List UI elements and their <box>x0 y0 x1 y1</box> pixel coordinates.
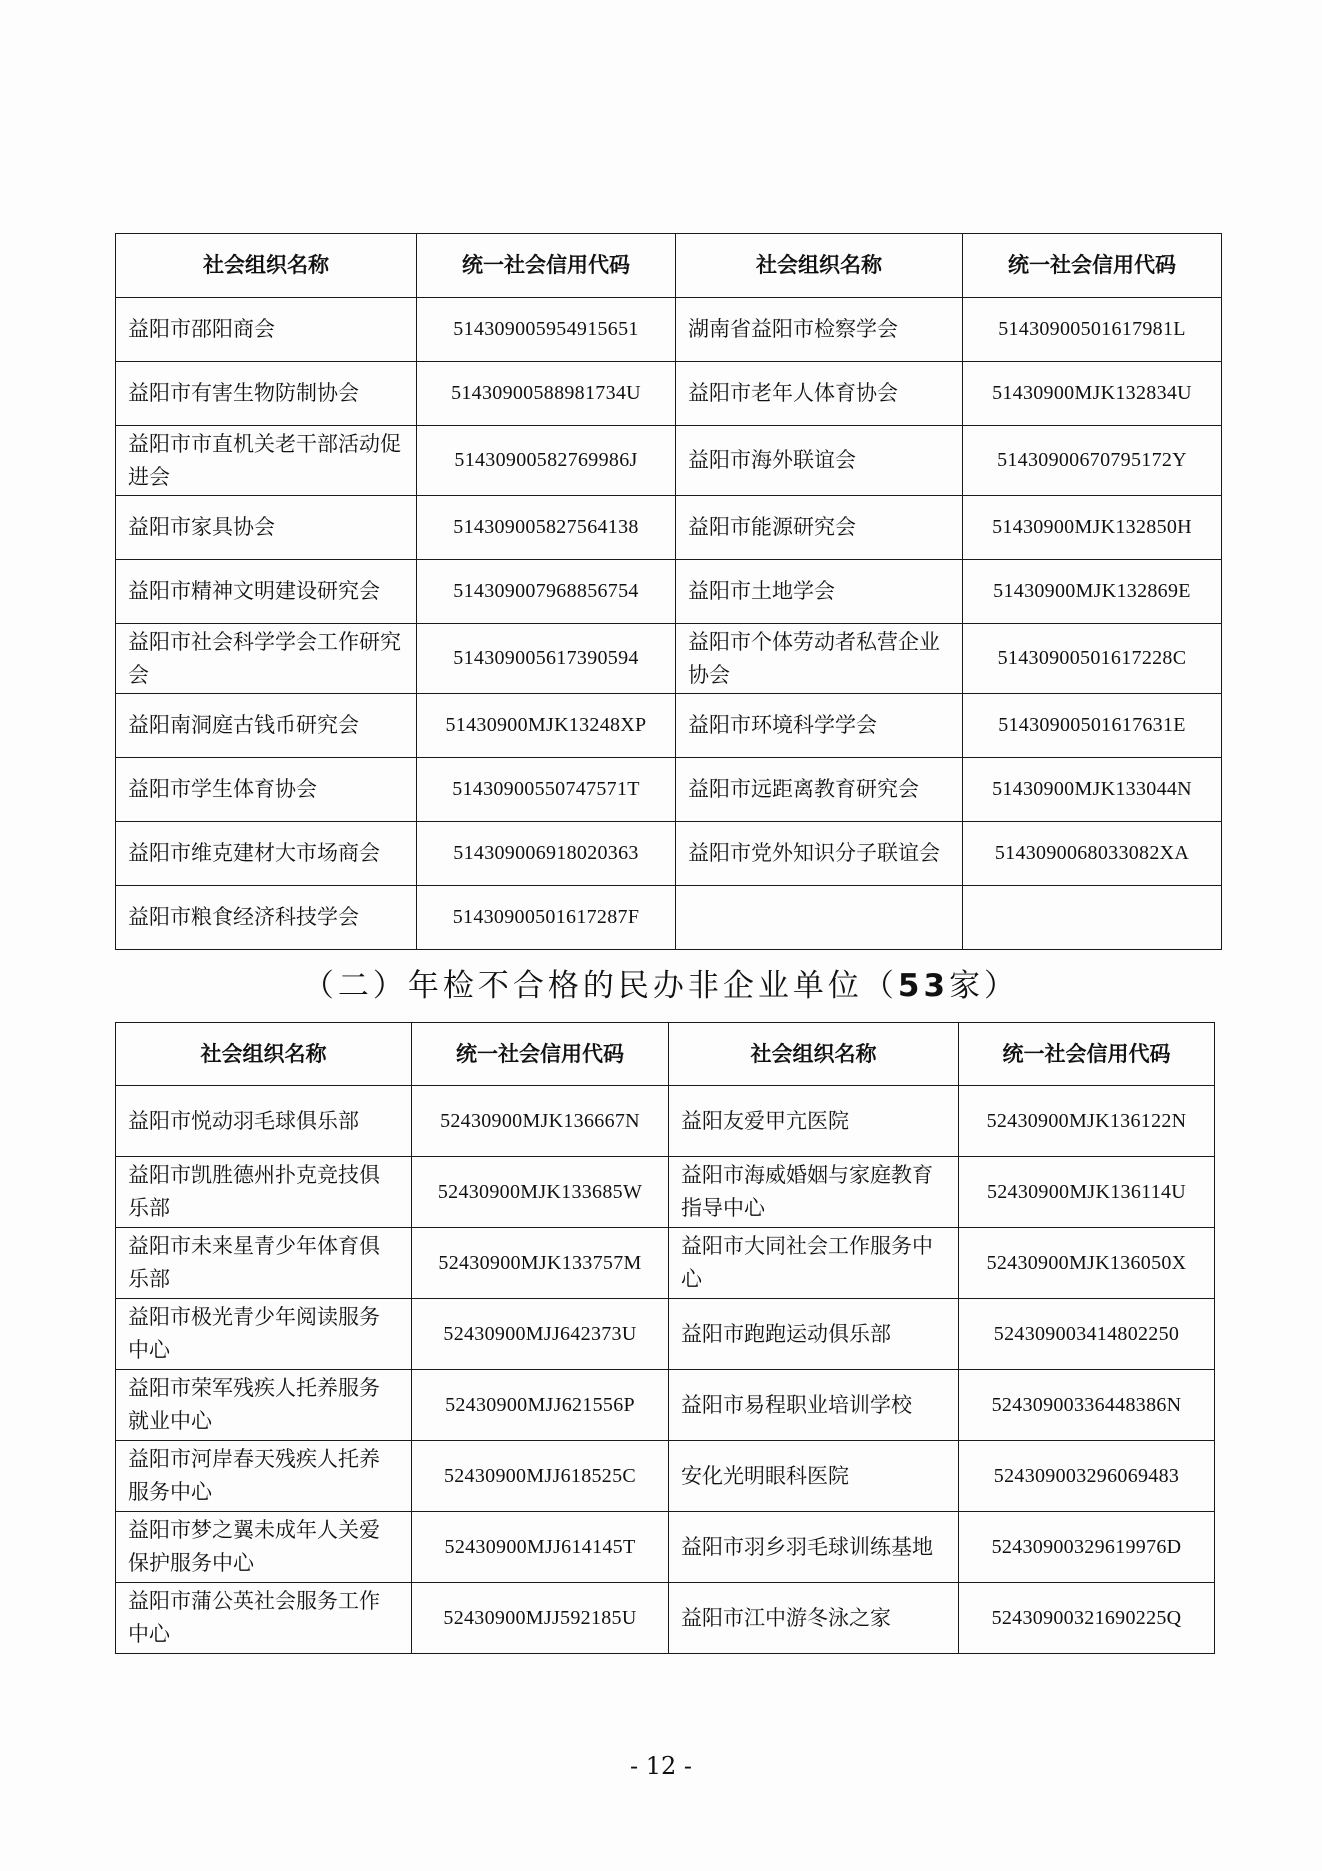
credit-code-cell: 52430900MJK136667N <box>412 1086 669 1157</box>
org-name-cell: 益阳市极光青少年阅读服务中心 <box>116 1299 412 1370</box>
column-header: 统一社会信用代码 <box>959 1023 1215 1086</box>
org-name-cell: 益阳友爱甲亢医院 <box>669 1086 959 1157</box>
table-header-row <box>116 1023 1215 1086</box>
table-row <box>116 886 1222 950</box>
org-name-cell: 益阳市河岸春天残疾人托养服务中心 <box>116 1441 412 1512</box>
org-name-cell: 益阳市市直机关老干部活动促进会 <box>116 426 417 496</box>
column-header: 社会组织名称 <box>676 234 963 298</box>
table-row <box>116 1370 1215 1441</box>
org-name-cell <box>676 886 963 950</box>
credit-code-cell: 52430900MJK133757M <box>412 1228 669 1299</box>
org-name-cell: 益阳市党外知识分子联谊会 <box>676 822 963 886</box>
column-header: 统一社会信用代码 <box>417 234 676 298</box>
credit-code-cell: 52430900MJJ592185U <box>412 1583 669 1654</box>
credit-code-cell: 514309005827564138 <box>417 496 676 560</box>
credit-code-cell: 52430900MJK136114U <box>959 1157 1215 1228</box>
credit-code-cell: 52430900MJJ642373U <box>412 1299 669 1370</box>
organizations-table-1 <box>115 233 1222 950</box>
org-name-cell: 益阳市海外联谊会 <box>676 426 963 496</box>
credit-code-cell: 51430900550747571T <box>417 758 676 822</box>
org-name-cell: 益阳市未来星青少年体育俱乐部 <box>116 1228 412 1299</box>
column-header: 社会组织名称 <box>669 1023 959 1086</box>
org-name-cell: 益阳市荣军残疾人托养服务就业中心 <box>116 1370 412 1441</box>
table-row <box>116 1441 1215 1512</box>
table-row <box>116 1512 1215 1583</box>
table-header-row <box>116 234 1222 298</box>
credit-code-cell <box>963 886 1222 950</box>
org-name-cell: 益阳市能源研究会 <box>676 496 963 560</box>
credit-code-cell: 524309003296069483 <box>959 1441 1215 1512</box>
credit-code-cell: 51430900501617631E <box>963 694 1222 758</box>
org-name-cell: 益阳市悦动羽毛球俱乐部 <box>116 1086 412 1157</box>
credit-code-cell: 51430900MJK132869E <box>963 560 1222 624</box>
org-name-cell: 湖南省益阳市检察学会 <box>676 298 963 362</box>
table-row <box>116 1157 1215 1228</box>
org-name-cell: 益阳市凯胜德州扑克竞技俱乐部 <box>116 1157 412 1228</box>
table-row <box>116 1228 1215 1299</box>
org-name-cell: 益阳市土地学会 <box>676 560 963 624</box>
organizations-table-2 <box>115 1022 1215 1654</box>
table-row <box>116 1086 1215 1157</box>
credit-code-cell: 52430900MJK136050X <box>959 1228 1215 1299</box>
column-header: 统一社会信用代码 <box>412 1023 669 1086</box>
table-row <box>116 426 1222 496</box>
credit-code-cell: 52430900336448386N <box>959 1370 1215 1441</box>
section-heading-count: 53 <box>897 968 950 1004</box>
section-heading-prefix: （二）年检不合格的民办非企业单位（ <box>302 968 898 1004</box>
column-header: 统一社会信用代码 <box>963 234 1222 298</box>
table-row <box>116 298 1222 362</box>
org-name-cell: 益阳市学生体育协会 <box>116 758 417 822</box>
column-header: 社会组织名称 <box>116 1023 412 1086</box>
table-row <box>116 624 1222 694</box>
credit-code-cell: 51430900501617228C <box>963 624 1222 694</box>
table-row <box>116 758 1222 822</box>
credit-code-cell: 514309006918020363 <box>417 822 676 886</box>
org-name-cell: 益阳市老年人体育协会 <box>676 362 963 426</box>
org-name-cell: 益阳市蒲公英社会服务工作中心 <box>116 1583 412 1654</box>
credit-code-cell: 52430900329619976D <box>959 1512 1215 1583</box>
table-row <box>116 560 1222 624</box>
org-name-cell: 益阳市易程职业培训学校 <box>669 1370 959 1441</box>
org-name-cell: 益阳市家具协会 <box>116 496 417 560</box>
table-row <box>116 1299 1215 1370</box>
credit-code-cell: 51430900MJK132850H <box>963 496 1222 560</box>
credit-code-cell: 51430900588981734U <box>417 362 676 426</box>
org-name-cell: 益阳市大同社会工作服务中心 <box>669 1228 959 1299</box>
credit-code-cell: 52430900MJK133685W <box>412 1157 669 1228</box>
table-row <box>116 1583 1215 1654</box>
credit-code-cell: 51430900670795172Y <box>963 426 1222 496</box>
page-number: - 12 - <box>629 1752 692 1780</box>
credit-code-cell: 52430900MJJ614145T <box>412 1512 669 1583</box>
credit-code-cell: 5143090068033082XA <box>963 822 1222 886</box>
org-name-cell: 益阳市粮食经济科技学会 <box>116 886 417 950</box>
org-name-cell: 益阳市社会科学学会工作研究会 <box>116 624 417 694</box>
credit-code-cell: 52430900MJK136122N <box>959 1086 1215 1157</box>
table-row <box>116 822 1222 886</box>
credit-code-cell: 514309007968856754 <box>417 560 676 624</box>
org-name-cell: 安化光明眼科医院 <box>669 1441 959 1512</box>
credit-code-cell: 51430900501617981L <box>963 298 1222 362</box>
credit-code-cell: 514309005954915651 <box>417 298 676 362</box>
section-heading-suffix: 家） <box>949 968 1020 1004</box>
column-header: 社会组织名称 <box>116 234 417 298</box>
credit-code-cell: 52430900321690225Q <box>959 1583 1215 1654</box>
credit-code-cell: 51430900MJK132834U <box>963 362 1222 426</box>
section-heading <box>0 960 1322 1005</box>
credit-code-cell: 51430900MJK13248XP <box>417 694 676 758</box>
org-name-cell: 益阳市维克建材大市场商会 <box>116 822 417 886</box>
org-name-cell: 益阳市海威婚姻与家庭教育指导中心 <box>669 1157 959 1228</box>
credit-code-cell: 51430900582769986J <box>417 426 676 496</box>
table-row <box>116 496 1222 560</box>
credit-code-cell: 52430900MJJ618525C <box>412 1441 669 1512</box>
credit-code-cell: 514309005617390594 <box>417 624 676 694</box>
org-name-cell: 益阳市环境科学学会 <box>676 694 963 758</box>
org-name-cell: 益阳南洞庭古钱币研究会 <box>116 694 417 758</box>
org-name-cell: 益阳市跑跑运动俱乐部 <box>669 1299 959 1370</box>
credit-code-cell: 52430900MJJ621556P <box>412 1370 669 1441</box>
org-name-cell: 益阳市邵阳商会 <box>116 298 417 362</box>
org-name-cell: 益阳市梦之翼未成年人关爱保护服务中心 <box>116 1512 412 1583</box>
credit-code-cell: 524309003414802250 <box>959 1299 1215 1370</box>
org-name-cell: 益阳市江中游冬泳之家 <box>669 1583 959 1654</box>
org-name-cell: 益阳市羽乡羽毛球训练基地 <box>669 1512 959 1583</box>
table-row <box>116 694 1222 758</box>
table-row <box>116 362 1222 426</box>
org-name-cell: 益阳市精神文明建设研究会 <box>116 560 417 624</box>
org-name-cell: 益阳市个体劳动者私营企业协会 <box>676 624 963 694</box>
org-name-cell: 益阳市有害生物防制协会 <box>116 362 417 426</box>
org-name-cell: 益阳市远距离教育研究会 <box>676 758 963 822</box>
credit-code-cell: 51430900MJK133044N <box>963 758 1222 822</box>
credit-code-cell: 51430900501617287F <box>417 886 676 950</box>
